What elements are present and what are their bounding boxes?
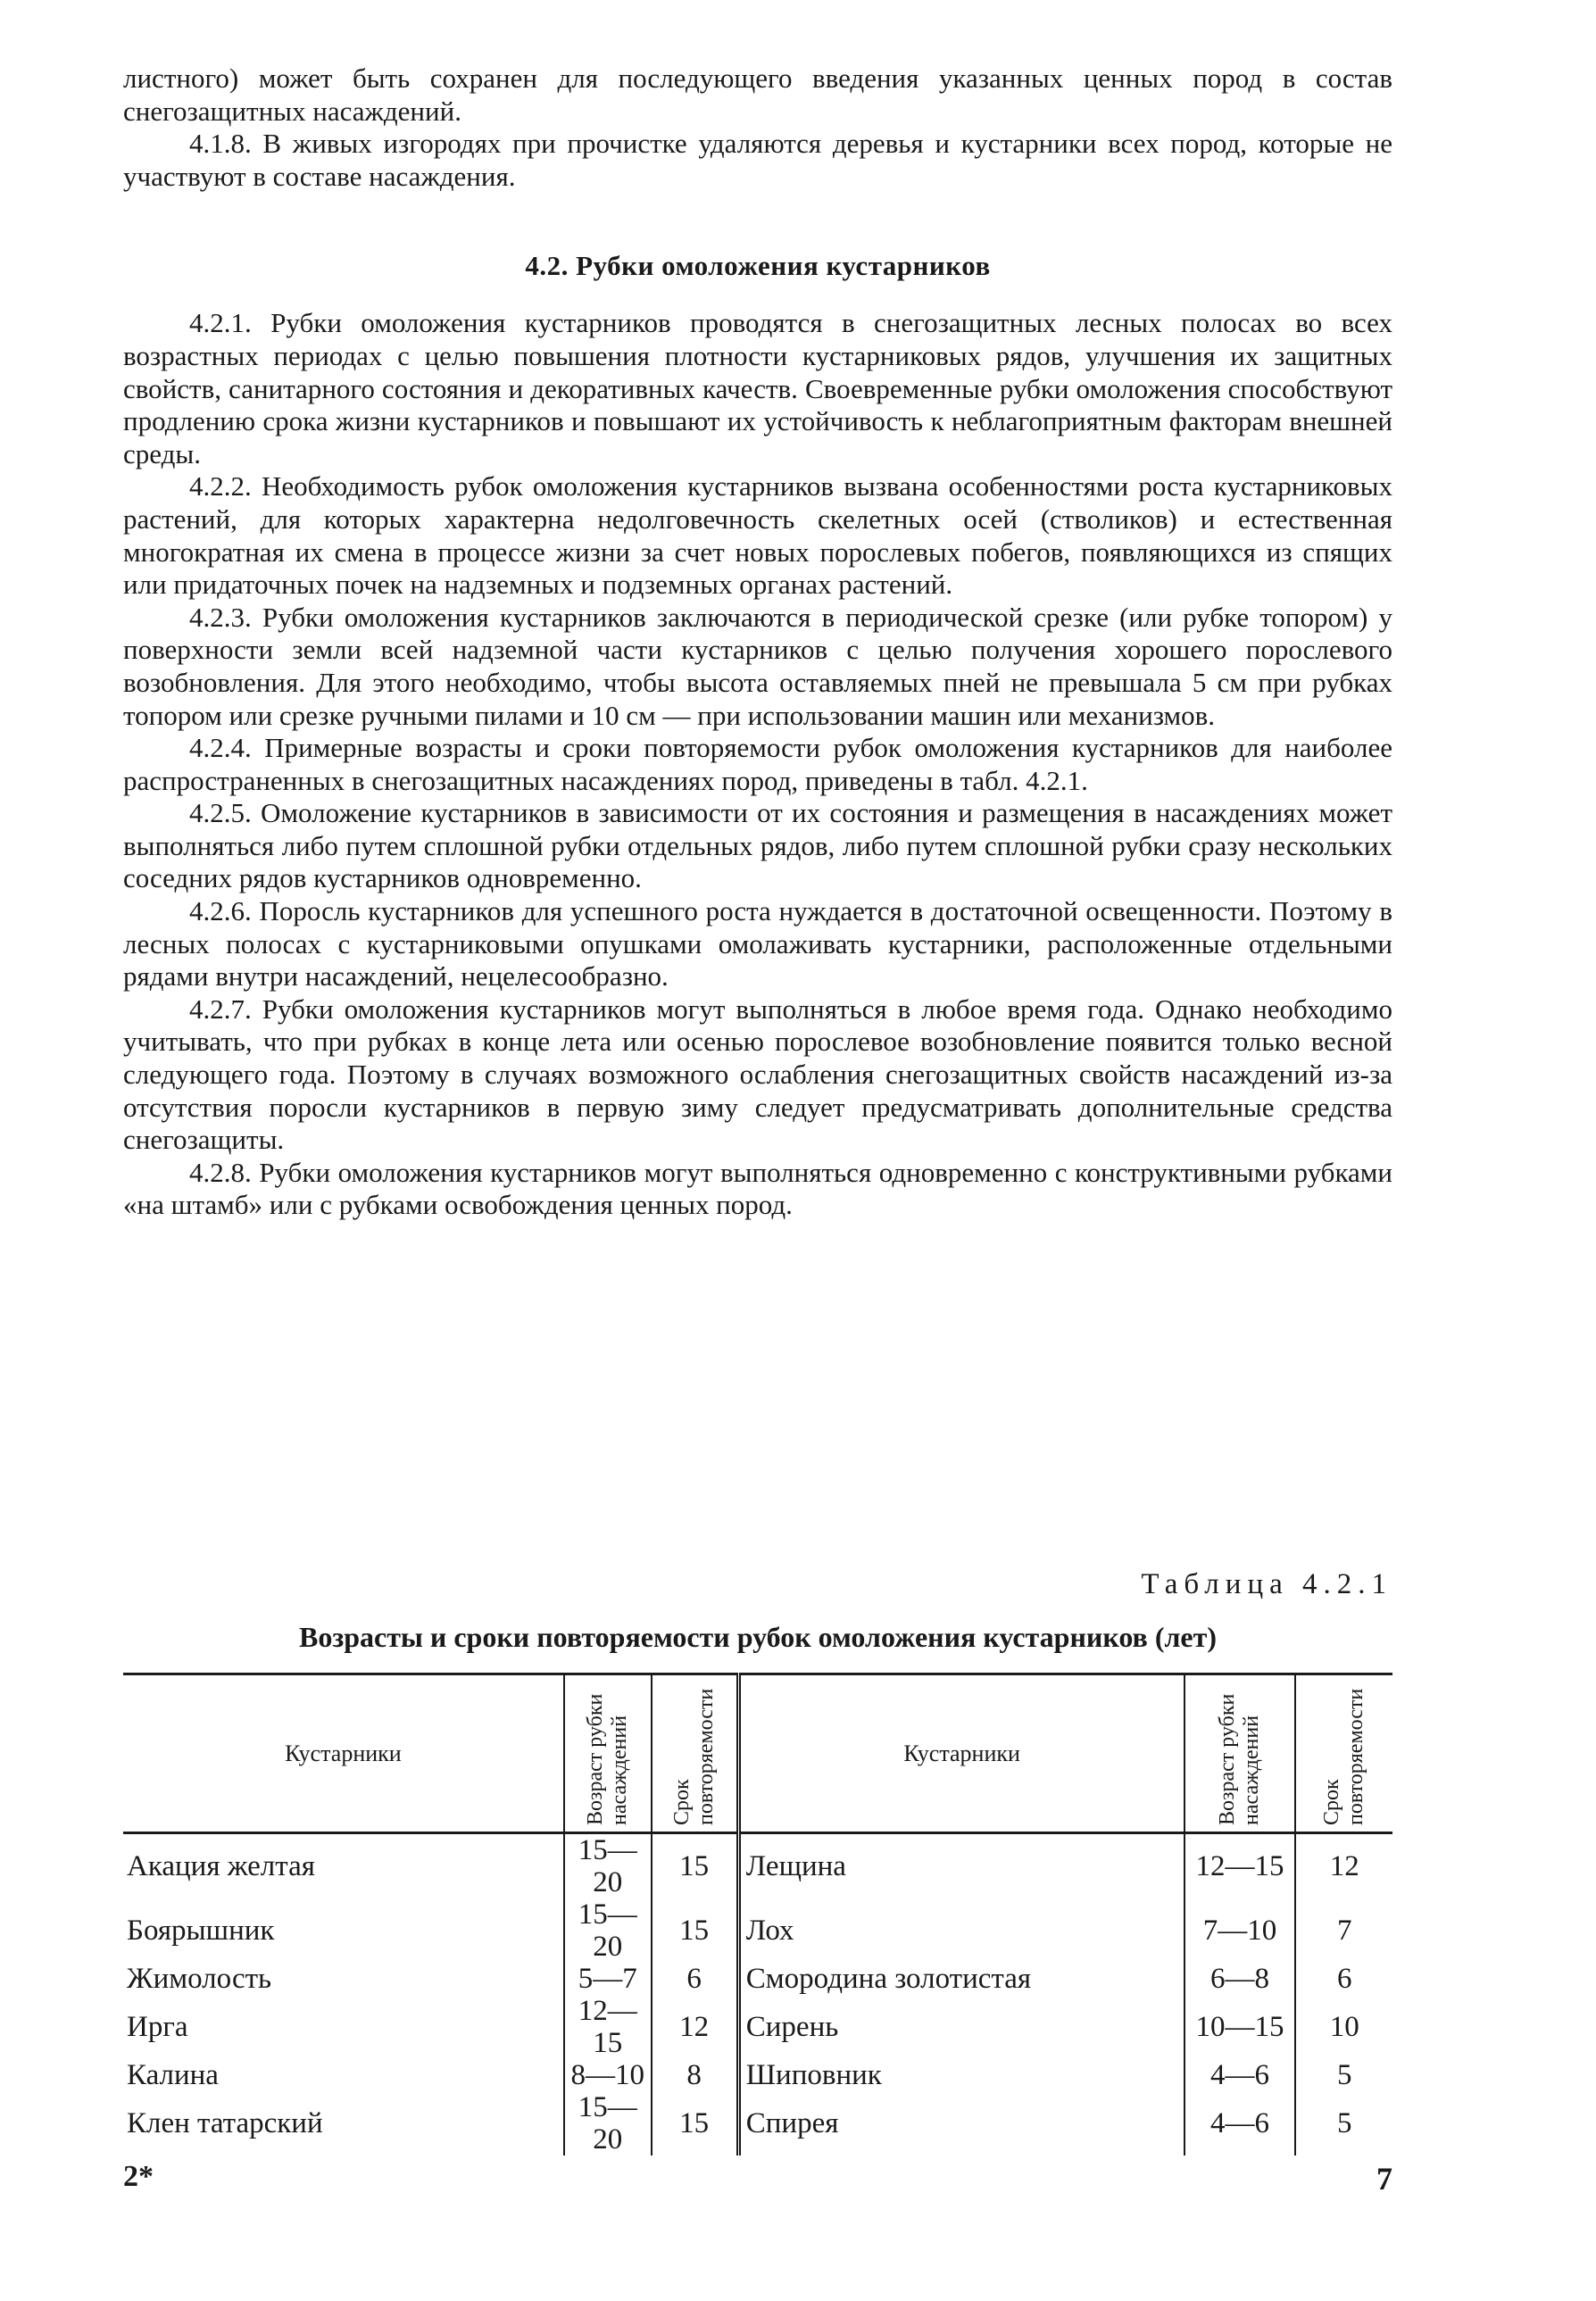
paragraph-4-2-2: 4.2.2. Необходимость рубок омоложения кустарников вызвана особенностями роста кустарниковых растений, для которых характерна недолговечность скелетных осей (стволиков) и естественная многократная их смена в процессе жизни за счет новых порослевых побегов, появляющихся из спящих или придаточных почек на надземных и подземных органах растений. bbox=[123, 470, 1392, 601]
shrub-period: 5 bbox=[1295, 2059, 1392, 2091]
shrub-period: 6 bbox=[1295, 1963, 1392, 1995]
shrub-age: 6—8 bbox=[1185, 1963, 1296, 1995]
shrub-period: 15 bbox=[652, 1833, 739, 1899]
shrub-period: 6 bbox=[652, 1963, 739, 1995]
header-period-left bbox=[652, 1674, 739, 1833]
document-page bbox=[123, 62, 1392, 2156]
shrub-age: 12—15 bbox=[564, 1995, 652, 2059]
shrub-period: 8 bbox=[652, 2059, 739, 2091]
signature-mark: 2* bbox=[123, 2160, 154, 2193]
table-row bbox=[123, 1833, 1392, 1899]
shrub-period: 7 bbox=[1295, 1898, 1392, 1963]
shrub-name: Смородина золотистая bbox=[738, 1963, 1184, 1995]
paragraph-4-2-8: 4.2.8. Рубки омоложения кустарников могут выполняться одновременно с конструктивными рубками «на штамб» или с рубками освобождения ценных пород. bbox=[123, 1156, 1392, 1221]
shrub-name: Лох bbox=[738, 1898, 1184, 1963]
header-age-left-text: Возраст рубки насаждений bbox=[583, 1693, 631, 1825]
shrub-age: 10—15 bbox=[1185, 1995, 1296, 2059]
paragraph-4-2-6: 4.2.6. Поросль кустарников для успешного роста нуждается в достаточной освещенности. Поэтому в лесных полосах с кустарниковыми опушками омолаживать кустарники, расположенные отдельными рядами внутри насаждений, нецелесообразно. bbox=[123, 895, 1392, 993]
table-row bbox=[123, 1898, 1392, 1963]
shrub-name: Шиповник bbox=[738, 2059, 1184, 2091]
shrub-name: Боярышник bbox=[127, 1915, 275, 1947]
header-shrubs-right: Кустарники bbox=[738, 1674, 1184, 1833]
table-caption: Возрасты и сроки повторяемости рубок омоложения кустарников (лет) bbox=[299, 1621, 1217, 1653]
shrub-age: 15—20 bbox=[564, 1833, 652, 1899]
header-period-left-text: Срок повторяемости bbox=[669, 1688, 718, 1825]
table-label: Таблица 4.2.1 bbox=[1141, 1568, 1392, 1600]
section-title: 4.2. Рубки омоложения кустарников bbox=[525, 250, 991, 282]
header-age-right-text: Возраст рубки насаждений bbox=[1216, 1693, 1263, 1825]
shrub-age: 4—6 bbox=[1185, 2091, 1296, 2156]
paragraph-4-2-7: 4.2.7. Рубки омоложения кустарников могут выполняться в любое время года. Однако необходимо учитывать, что при рубках в конце лета или осенью порослевое возобновление появится только весной следующего года. Поэтому в случаях возможного ослабления снегозащитных свойств насаждений из-за отсутствия поросли кустарников в первую зиму следует предусматривать дополнительные средства снегозащиты. bbox=[123, 993, 1392, 1156]
shrub-age: 12—15 bbox=[1185, 1833, 1296, 1899]
table-row bbox=[123, 1995, 1392, 2059]
shrub-age: 15—20 bbox=[564, 2091, 652, 2156]
table-row bbox=[123, 1963, 1392, 1995]
shrub-name: Спирея bbox=[738, 2091, 1184, 2156]
shrub-period: 5 bbox=[1295, 2091, 1392, 2156]
header-age-left bbox=[564, 1674, 652, 1833]
table-row bbox=[123, 2091, 1392, 2156]
shrub-age: 7—10 bbox=[1185, 1898, 1296, 1963]
shrub-name: Акация желтая bbox=[127, 1850, 315, 1882]
shrub-age: 8—10 bbox=[564, 2059, 652, 2091]
shrub-name: Калина bbox=[127, 2059, 219, 2091]
header-shrubs-left: Кустарники bbox=[123, 1674, 564, 1833]
shrub-name: Лещина bbox=[738, 1833, 1184, 1899]
shrub-age: 4—6 bbox=[1185, 2059, 1296, 2091]
shrub-period: 12 bbox=[652, 1995, 739, 2059]
shrub-name: Клен татарский bbox=[127, 2107, 323, 2139]
shrub-period: 15 bbox=[652, 2091, 739, 2156]
shrubs-table bbox=[123, 1673, 1392, 2156]
paragraph-4-2-3: 4.2.3. Рубки омоложения кустарников заключаются в периодической срезке (или рубке топором) у поверхности земли всей надземной части кустарников с целью получения хорошего порослевого возобновления. Для этого необходимо, чтобы высота оставляемых пней не превышала 5 см при рубках топором или срезке ручными пилами и 10 см — при использовании машин или механизмов. bbox=[123, 601, 1392, 731]
header-age-right bbox=[1185, 1674, 1296, 1833]
paragraph-4-2-1: 4.2.1. Рубки омоложения кустарников проводятся в снегозащитных лесных полосах во всех возрастных периодах с целью повышения плотности кустарниковых рядов, улучшения их защитных свойств, санитарного состояния и декоративных качеств. Своевременные рубки омоложения способствуют продлению срока жизни кустарников и повышают их устойчивость к неблагоприятным факторам внешней среды. bbox=[123, 307, 1392, 469]
shrub-name: Сирень bbox=[738, 1995, 1184, 2059]
header-period-right-text: Срок повторяемости bbox=[1320, 1688, 1368, 1825]
shrub-period: 12 bbox=[1295, 1833, 1392, 1899]
intro-paragraph-1: листного) может быть сохранен для последующего введения указанных ценных пород в состав снегозащитных насаждений. bbox=[123, 62, 1392, 127]
paragraph-4-2-5: 4.2.5. Омоложение кустарников в зависимости от их состояния и размещения в насаждениях может выполняться либо путем сплошной рубки отдельных рядов, либо путем сплошной рубки сразу нескольких соседних рядов кустарников одновременно. bbox=[123, 797, 1392, 894]
shrub-age: 15—20 bbox=[564, 1898, 652, 1963]
shrub-age: 5—7 bbox=[564, 1963, 652, 1995]
shrub-name: Жимолость bbox=[127, 1963, 272, 1995]
paragraph-4-2-4: 4.2.4. Примерные возрасты и сроки повторяемости рубок омоложения кустарников для наиболее распространенных в снегозащитных насаждениях пород, приведены в табл. 4.2.1. bbox=[123, 732, 1392, 796]
shrub-period: 15 bbox=[652, 1898, 739, 1963]
intro-paragraph-2: 4.1.8. В живых изгородях при прочистке удаляются деревья и кустарники всех пород, которые не участвуют в составе насаждения. bbox=[123, 128, 1392, 192]
table-header-row bbox=[123, 1674, 1392, 1833]
shrub-period: 10 bbox=[1295, 1995, 1392, 2059]
page-number: 7 bbox=[1376, 2161, 1392, 2197]
table-row bbox=[123, 2059, 1392, 2091]
shrub-name: Ирга bbox=[127, 2011, 188, 2043]
header-period-right bbox=[1295, 1674, 1392, 1833]
